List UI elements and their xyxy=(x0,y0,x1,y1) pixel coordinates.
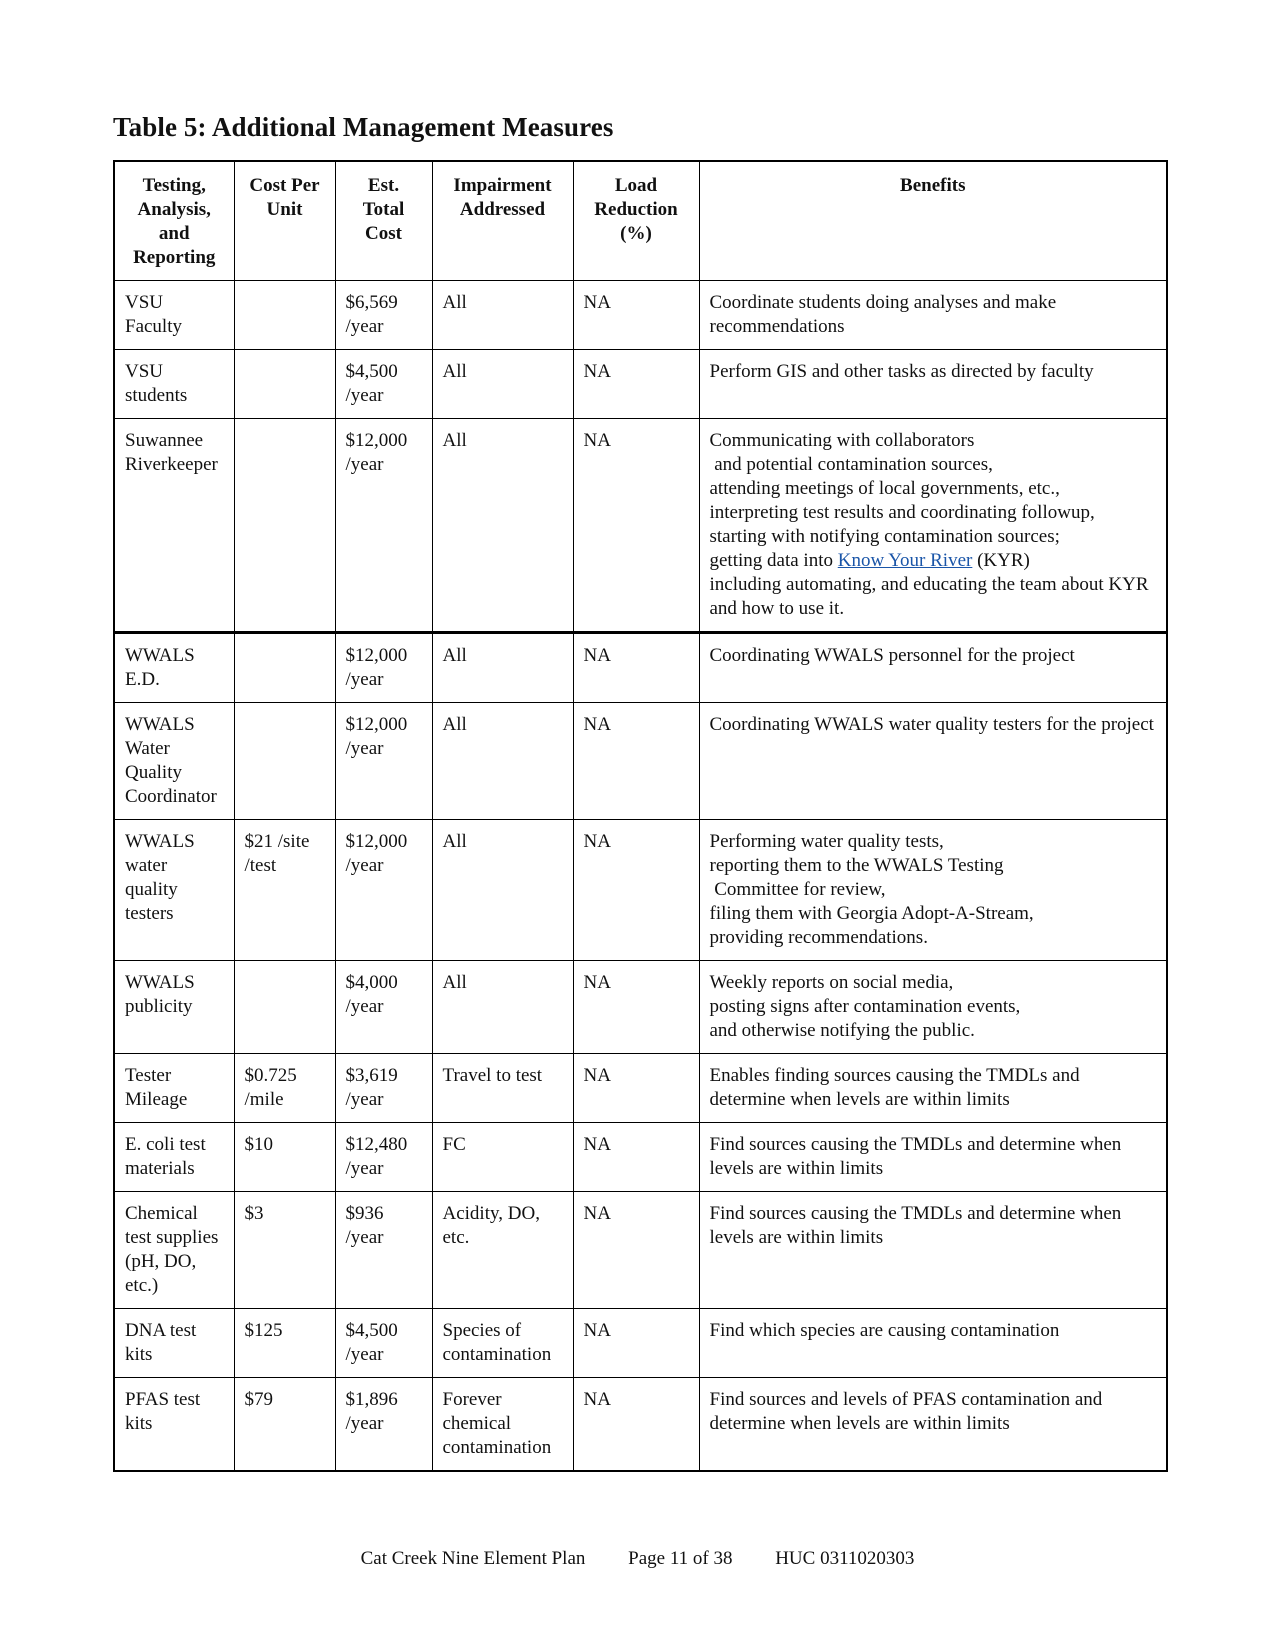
cell-benefits xyxy=(699,419,1167,633)
cell-total-cost: $6,569 /year xyxy=(335,281,432,350)
benefits-line: and otherwise notifying the public. xyxy=(709,1020,975,1041)
benefits-line: filing them with Georgia Adopt-A-Stream, xyxy=(709,903,1034,924)
cell-item: Tester Mileage xyxy=(114,1054,234,1123)
cell-benefits: Find sources causing the TMDLs and determine when levels are within limits xyxy=(699,1192,1167,1309)
cell-impairment: All xyxy=(432,633,573,703)
header-testing: Testing, Analysis, and Reporting xyxy=(114,161,234,281)
header-cost-per-unit: Cost Per Unit xyxy=(234,161,335,281)
cell-cost-per-unit: $3 xyxy=(234,1192,335,1309)
cell-item: VSU students xyxy=(114,350,234,419)
cell-item: WWALS E.D. xyxy=(114,633,234,703)
benefits-line: providing recommendations. xyxy=(709,927,928,948)
cell-cost-per-unit: $79 xyxy=(234,1378,335,1472)
header-est-total-cost: Est. Total Cost xyxy=(335,161,432,281)
table-row xyxy=(114,961,1167,1054)
table-row xyxy=(114,703,1167,820)
cell-total-cost: $12,000 /year xyxy=(335,820,432,961)
table-row xyxy=(114,281,1167,350)
cell-load-reduction: NA xyxy=(573,1309,699,1378)
benefits-line-with-link xyxy=(710,549,1157,573)
cell-cost-per-unit xyxy=(234,419,335,633)
cell-impairment: All xyxy=(432,961,573,1054)
cell-impairment: Travel to test xyxy=(432,1054,573,1123)
cell-item: VSU Faculty xyxy=(114,281,234,350)
footer-page-number: Page 11 of 38 xyxy=(628,1548,733,1569)
table-row xyxy=(114,1123,1167,1192)
cell-total-cost: $12,000 /year xyxy=(335,703,432,820)
cell-cost-per-unit xyxy=(234,350,335,419)
header-impairment: Impairment Addressed xyxy=(432,161,573,281)
cell-impairment: All xyxy=(432,419,573,633)
cell-cost-per-unit xyxy=(234,281,335,350)
benefits-line: and potential contamination sources, xyxy=(709,454,993,475)
cell-total-cost: $1,896 /year xyxy=(335,1378,432,1472)
benefits-line: Weekly reports on social media, xyxy=(709,972,954,993)
cell-benefits: Coordinating WWALS water quality testers for the project xyxy=(699,703,1167,820)
cell-item: WWALS publicity xyxy=(114,961,234,1054)
cell-total-cost: $12,000 /year xyxy=(335,419,432,633)
cell-load-reduction: NA xyxy=(573,1054,699,1123)
cell-benefits: Perform GIS and other tasks as directed by faculty xyxy=(699,350,1167,419)
cell-load-reduction: NA xyxy=(573,961,699,1054)
cell-benefits: Coordinate students doing analyses and make recommendations xyxy=(699,281,1167,350)
cell-item: PFAS test kits xyxy=(114,1378,234,1472)
table-row xyxy=(114,820,1167,961)
table-row xyxy=(114,1309,1167,1378)
cell-impairment: Species of contamination xyxy=(432,1309,573,1378)
cell-item: Chemical test supplies (pH, DO, etc.) xyxy=(114,1192,234,1309)
cell-item: WWALS water quality testers xyxy=(114,820,234,961)
cell-item: Suwannee Riverkeeper xyxy=(114,419,234,633)
know-your-river-link[interactable]: Know Your River xyxy=(837,550,973,571)
table-row xyxy=(114,1192,1167,1309)
cell-load-reduction: NA xyxy=(573,1123,699,1192)
cell-total-cost: $4,500 /year xyxy=(335,350,432,419)
cell-cost-per-unit: $125 xyxy=(234,1309,335,1378)
benefits-line: Performing water quality tests, xyxy=(709,831,944,852)
cell-load-reduction: NA xyxy=(573,1378,699,1472)
cell-benefits xyxy=(699,820,1167,961)
benefits-line: including automating, and educating the team about KYR and how to use it. xyxy=(709,574,1149,619)
cell-impairment: Acidity, DO, etc. xyxy=(432,1192,573,1309)
benefits-link-suffix: (KYR) xyxy=(972,550,1030,571)
cell-item: E. coli test materials xyxy=(114,1123,234,1192)
cell-load-reduction: NA xyxy=(573,350,699,419)
cell-load-reduction: NA xyxy=(573,703,699,820)
table-row xyxy=(114,1054,1167,1123)
table-header-row xyxy=(114,161,1167,281)
cell-load-reduction: NA xyxy=(573,281,699,350)
cell-impairment: All xyxy=(432,281,573,350)
benefits-link-prefix: getting data into xyxy=(709,550,838,571)
cell-cost-per-unit: $21 /site /test xyxy=(234,820,335,961)
cell-load-reduction: NA xyxy=(573,820,699,961)
benefits-line: reporting them to the WWALS Testing xyxy=(709,855,1004,876)
cell-item: WWALS Water Quality Coordinator xyxy=(114,703,234,820)
cell-benefits: Find sources and levels of PFAS contamination and determine when levels are within limits xyxy=(699,1378,1167,1472)
cell-benefits xyxy=(699,961,1167,1054)
benefits-line: starting with notifying contamination sources; xyxy=(709,526,1060,547)
cell-benefits: Coordinating WWALS personnel for the project xyxy=(699,633,1167,703)
table-title: Table 5: Additional Management Measures xyxy=(113,112,614,142)
cell-impairment: FC xyxy=(432,1123,573,1192)
cell-load-reduction: NA xyxy=(573,1192,699,1309)
cell-cost-per-unit: $10 xyxy=(234,1123,335,1192)
benefits-line: Communicating with collaborators xyxy=(709,430,975,451)
cell-impairment: All xyxy=(432,820,573,961)
cell-benefits: Find which species are causing contamination xyxy=(699,1309,1167,1378)
cell-load-reduction: NA xyxy=(573,419,699,633)
table-row xyxy=(114,419,1167,633)
cell-benefits: Find sources causing the TMDLs and determine when levels are within limits xyxy=(699,1123,1167,1192)
cell-item: DNA test kits xyxy=(114,1309,234,1378)
cell-total-cost: $4,000 /year xyxy=(335,961,432,1054)
header-load-reduction: Load Reduction (%) xyxy=(573,161,699,281)
cell-total-cost: $12,000 /year xyxy=(335,633,432,703)
management-measures-table xyxy=(113,160,1168,1472)
footer-doc-name: Cat Creek Nine Element Plan xyxy=(360,1548,586,1569)
cell-total-cost: $12,480 /year xyxy=(335,1123,432,1192)
table-row xyxy=(114,350,1167,419)
cell-cost-per-unit xyxy=(234,961,335,1054)
benefits-line: Committee for review, xyxy=(709,879,886,900)
footer-huc: HUC 0311020303 xyxy=(775,1548,915,1569)
page-footer xyxy=(0,1548,1275,1570)
cell-impairment: Forever chemical contamination xyxy=(432,1378,573,1472)
benefits-line: attending meetings of local governments, etc., xyxy=(709,478,1060,499)
cell-load-reduction: NA xyxy=(573,633,699,703)
cell-benefits: Enables finding sources causing the TMDLs and determine when levels are within limits xyxy=(699,1054,1167,1123)
cell-cost-per-unit xyxy=(234,633,335,703)
benefits-line: posting signs after contamination events, xyxy=(709,996,1021,1017)
benefits-line: interpreting test results and coordinating followup, xyxy=(709,502,1095,523)
cell-total-cost: $3,619 /year xyxy=(335,1054,432,1123)
cell-impairment: All xyxy=(432,703,573,820)
cell-cost-per-unit xyxy=(234,703,335,820)
cell-total-cost: $936 /year xyxy=(335,1192,432,1309)
cell-impairment: All xyxy=(432,350,573,419)
table-row xyxy=(114,633,1167,703)
table-row xyxy=(114,1378,1167,1472)
header-benefits: Benefits xyxy=(699,161,1167,281)
cell-cost-per-unit: $0.725 /mile xyxy=(234,1054,335,1123)
cell-total-cost: $4,500 /year xyxy=(335,1309,432,1378)
